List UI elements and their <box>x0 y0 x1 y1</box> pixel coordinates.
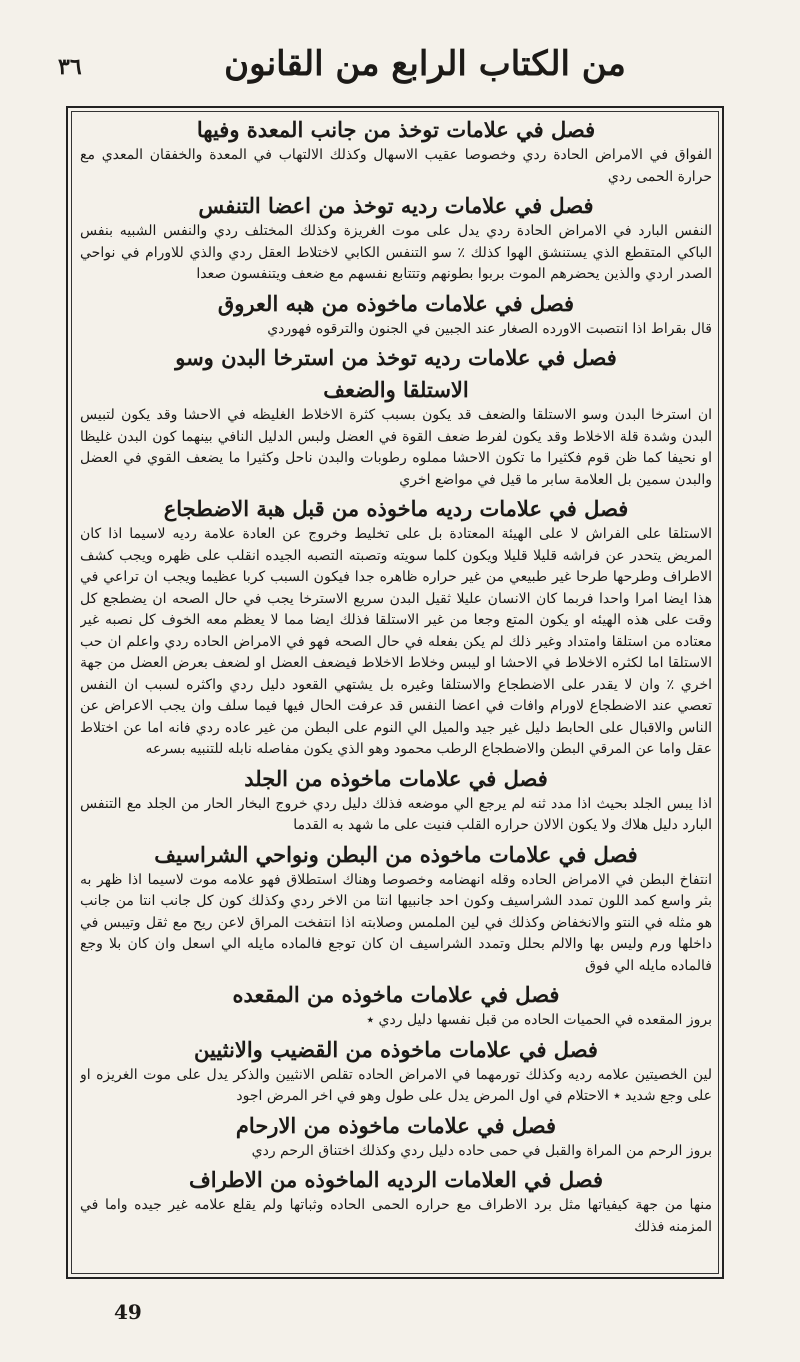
section-heading: فصل في علامات رديه توخذ من استرخا البدن وسو <box>175 345 617 370</box>
section-paragraph: انتفاخ البطن في الامراض الحاده وقله انهضامه وخصوصا وهناك استطلاق فهو علامه موت لاسيما اذا ظهر به بثر واسع كمد اللون تمدد الشراسيف وكون احد جانبيها انتا من الاخر ردي وكذلك كون كل جانب انتا من جانب هو مثله في النتو والانخفاض وكذلك في لين الملمس وصلابته اذا انتفخت المراق لاعن ريح مع ثقل وتيبس في داخلها ورم وليس بها والالم بحلل وتمدد الشراسيف ان كان توجع فالماده مايله الي اسعل وان كان بلا وجع فالماده مايله الي فوق <box>80 871 712 974</box>
page-number-bottom: 49 <box>114 1300 142 1324</box>
page-header <box>0 40 800 100</box>
section-heading: فصل في علامات رديه ماخوذه من قبل هبة الاضطجاع <box>163 496 629 521</box>
section-paragraph: لين الخصيتين علامه رديه وكذلك تورمهما في الامراض الحاده تقلص الانثيين والذكر يدل على موت الغريزه او على وجع شديد ٭ الاحتلام في اول المرض يدل على طول وهو في اخر المرض اجود <box>80 1066 712 1104</box>
section-paragraph: الفواق في الامراض الحادة ردي وخصوصا عقيب الاسهال وكذلك الالتهاب في المعدة والخفقان المعدي مع حرارة الحمى ردي <box>80 147 712 185</box>
section-heading: فصل في علامات ماخوذه من المقعده <box>232 982 560 1007</box>
section-paragraph: النفس البارد في الامراض الحادة ردي يدل على موت الغريزة وكذلك المختلف ردي والنفس الشبيه بنفس الباكي المتقطع الذي يستنشق الهوا كذلك ٪ سو التنفس الكابي لاختلاط العقل ردي والذي للاورام في نواحي الصدر اردي والذين يحضرهم الموت بربوا بطونهم وتتتابع نفسهم مع ضعف ويتنفسون صعدا <box>80 223 712 282</box>
page-number-top: ٣٦ <box>58 54 82 80</box>
section-heading: فصل في علامات توخذ من جانب المعدة وفيها <box>196 117 596 142</box>
section-heading: فصل في العلامات الرديه الماخوذه من الاطراف <box>188 1167 604 1192</box>
section-heading: فصل في علامات ماخوذه من الارحام <box>235 1112 557 1138</box>
section-heading: الاستلقا والضعف <box>323 377 469 402</box>
section-paragraph: الاستلقا على الفراش لا على الهيئة المعتادة بل على تخليط وخروج عن العادة علامة رديه لاسيما اذا كان المريض يتحدر عن فراشه قليلا قليلا ويكون كلما سويته وتصبته التصبه الجيده انقلب على ظهره ويجب كشف الاطراف وطرحها طرحا غير طبيعي من غير حراره ظاهره جدا فيكون السبب كربا عظيما ويجب ان تراعي في هذا ايضا امرا واحدا فربما كان الانسان عليلا ثقيل البدن سريع الاسترخا يجب في حال الصحه ان يضطجع كل وقت على هذه الهيئه او يكون المتع وجعا من غير الاستلقا فذلك ايضا مما لا يعظم معه الخوف كل نصبه غير معتاده من استلقا وامتداد وغير ذلك لم يكن بفعله في حال الصحه فهو في الامراض الحاده ردي واعلم ان حب الاستلقا اما لكثره الاخلاط في الاحشا او ليبس وخلاط الاخلاط فيضعف العضل او لضعف بعرض العضل من جهة اخري ٪ وان لا يقدر على الاضطجاع والاستلقا وغيره بل يشتهي القعود دليل ردي واكثره لسبب ان النفس تعصي عند الاضطجاع لاورام وافات في اعضا النفس قد عرفت الحال فيها فيما سلف وان يجب الاعراض عن الناس والاقبال على الحابط دليل غير جيد والميل الي النوم على البطن من غير عاده ردي فانه اما عن اختلاط عقل واما عن المرقي البطن والاضطجاع الرطب محمود وهو الذي يكون مفاصله نابله للتنبيه بسرعه <box>80 526 712 757</box>
section-paragraph: بروز المقعده في الحميات الحاده من قبل نفسها دليل ردي ٭ <box>366 1012 712 1028</box>
section-heading: فصل في علامات ماخوذه من البطن ونواحي الشراسيف <box>154 841 638 867</box>
section-heading: فصل في علامات ماخوذه من الجلد <box>244 765 548 791</box>
section-heading: فصل في علامات ماخوذه من هبه العروق <box>217 290 575 316</box>
running-title: من الكتاب الرابع من القانون <box>224 44 626 84</box>
section-paragraph: ان استرخا البدن وسو الاستلقا والضعف قد يكون بسبب كثرة الاخلاط الغليظه في الاحشا وقد يكون لتبيس البدن وشدة قلة الاخلاط وقد يكون لفرط ضعف القوة في العضل ولبس الدليل النافي بينهما كون البدن غليظا او نحيفا كما ظن قوم فكثيرا ما تكون الاحشا مملوه رطوبات والبدن ناحل وكثيرا ما يضعف القوي في العضل والبدن سمين بل العلامة سابر ما قيل في مواضع اخري <box>80 407 712 488</box>
section-paragraph: منها من جهة كيفياتها مثل برد الاطراف مع حراره الحمى الحاده وثباتها ولم يقلع علامه غير جيده واما في المزمنه فذلك <box>80 1197 712 1235</box>
section-heading: فصل في علامات رديه توخذ من اعضا التنفس <box>198 193 594 218</box>
section-paragraph: اذا يبس الجلد بحيث اذا مدد ثنه لم يرجع الي موضعه فذلك دليل ردي خروج البخار الحار من الجلد مع التنفس البارد دليل هلاك ولا يكون الالان حراره القلب فنيت على ما شهد به القدما <box>80 795 712 833</box>
section-paragraph: بروز الرحم من المراة والقبل في حمى حاده دليل ردي وكذلك اختناق الرحم ردي <box>251 1142 712 1159</box>
main-text <box>80 112 712 1272</box>
section-paragraph: قال بقراط اذا انتصبت الاورده الصغار عند الجبين في الجنون والترقوه فهوردي <box>267 320 712 337</box>
section-heading: فصل في علامات ماخوذه من القضيب والانثيين <box>194 1036 598 1062</box>
